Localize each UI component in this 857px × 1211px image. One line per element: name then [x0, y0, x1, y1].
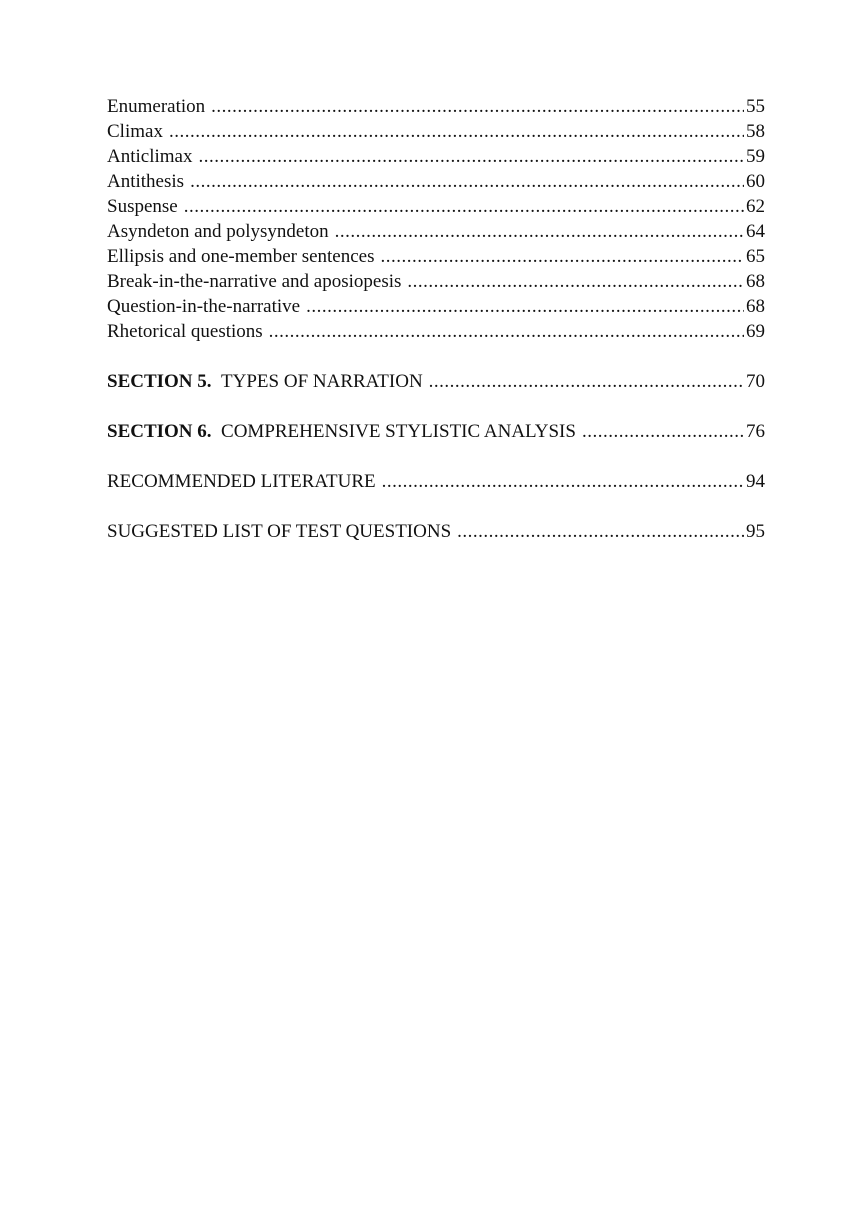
dot-leader	[457, 519, 744, 544]
toc-section-5[interactable]	[107, 369, 765, 394]
toc-entry-label: SUGGESTED LIST OF TEST QUESTIONS	[107, 521, 452, 542]
toc-entry-label: Ellipsis and one-member sentences	[107, 246, 375, 267]
toc-entry-page: 59	[746, 146, 765, 167]
dot-leader	[429, 369, 744, 394]
toc-entry-page: 68	[746, 271, 765, 292]
toc-entry-antithesis[interactable]	[107, 169, 765, 194]
toc-entry-page: 55	[746, 96, 765, 117]
toc-entry-page: 60	[746, 171, 765, 192]
toc-entry-page: 58	[746, 121, 765, 142]
dot-leader	[190, 169, 744, 194]
toc-entry-page: 64	[746, 221, 765, 242]
toc-entry-enumeration[interactable]	[107, 94, 765, 119]
section-title: COMPREHENSIVE STYLISTIC ANALYSIS	[221, 421, 576, 442]
toc-section-label	[107, 369, 423, 394]
dot-leader	[198, 144, 744, 169]
toc-section-page: 76	[746, 421, 765, 442]
toc-entry-label: Suspense	[107, 196, 178, 217]
toc-section-label	[107, 419, 576, 444]
toc-entry-break-in-the-narrative[interactable]	[107, 269, 765, 294]
toc-recommended-literature[interactable]	[107, 469, 765, 494]
dot-leader	[582, 419, 744, 444]
toc-entry-page: 94	[746, 471, 765, 492]
toc-section-page: 70	[746, 371, 765, 392]
dot-leader	[169, 119, 744, 144]
toc-entry-suspense[interactable]	[107, 194, 765, 219]
toc-entry-rhetorical-questions[interactable]	[107, 319, 765, 344]
section-title: TYPES OF NARRATION	[221, 371, 423, 392]
dot-leader	[269, 319, 744, 344]
toc-entry-asyndeton[interactable]	[107, 219, 765, 244]
toc-entry-label: Enumeration	[107, 96, 206, 117]
dot-leader	[306, 294, 744, 319]
toc-entry-label: Climax	[107, 121, 163, 142]
toc-entry-label: Question-in-the-narrative	[107, 296, 301, 317]
toc-entry-label: Anticlimax	[107, 146, 193, 167]
toc-entry-label: Break-in-the-narrative and aposiopesis	[107, 271, 402, 292]
toc-entry-label: Rhetorical questions	[107, 321, 263, 342]
toc-test-questions[interactable]	[107, 519, 765, 544]
dot-leader	[407, 269, 744, 294]
dot-leader	[211, 94, 744, 119]
dot-leader	[381, 244, 744, 269]
toc-entry-page: 69	[746, 321, 765, 342]
toc-entry-label: RECOMMENDED LITERATURE	[107, 471, 376, 492]
section-number: SECTION 5.	[107, 371, 212, 392]
dot-leader	[184, 194, 744, 219]
section-number: SECTION 6.	[107, 421, 212, 442]
toc-entry-page: 95	[746, 521, 765, 542]
toc-entry-anticlimax[interactable]	[107, 144, 765, 169]
toc-entry-page: 68	[746, 296, 765, 317]
toc-entry-question-in-the-narrative[interactable]	[107, 294, 765, 319]
toc-entry-page: 62	[746, 196, 765, 217]
toc-entry-ellipsis[interactable]	[107, 244, 765, 269]
toc-entry-label: Asyndeton and polysyndeton	[107, 221, 329, 242]
table-of-contents	[107, 94, 765, 544]
dot-leader	[382, 469, 744, 494]
toc-section-6[interactable]	[107, 419, 765, 444]
toc-entry-climax[interactable]	[107, 119, 765, 144]
toc-entry-page: 65	[746, 246, 765, 267]
dot-leader	[335, 219, 744, 244]
toc-entry-label: Antithesis	[107, 171, 185, 192]
